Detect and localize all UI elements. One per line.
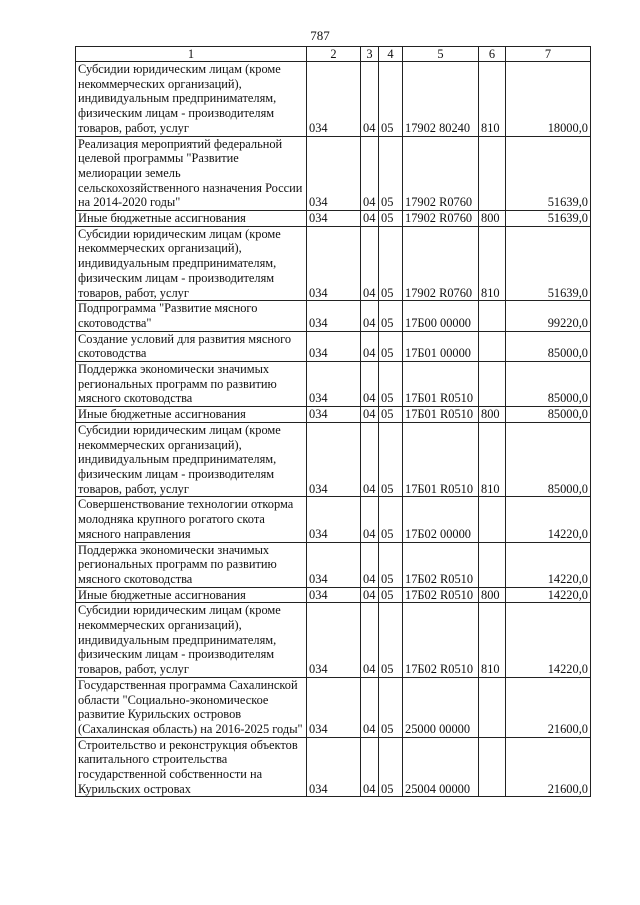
amount: 51639,0 <box>506 211 591 227</box>
table-row <box>76 226 591 301</box>
item-name: Совершенствование технологии откорма молодняка крупного рогатого скота мясного направления <box>76 497 307 542</box>
expense-type-code <box>479 677 506 737</box>
amount: 21600,0 <box>506 677 591 737</box>
target-article-code: 17Б01 R0510 <box>403 407 479 423</box>
target-article-code: 17Б00 00000 <box>403 301 479 331</box>
item-name: Иные бюджетные ассигнования <box>76 407 307 423</box>
table-row <box>76 677 591 737</box>
table-row <box>76 331 591 361</box>
subsection-code: 05 <box>379 226 403 301</box>
item-name: Субсидии юридическим лицам (кроме некоммерческих организаций), индивидуальным предпринимателям, физическим лицам - производителям товаров, работ, услуг <box>76 62 307 137</box>
target-article-code: 25004 00000 <box>403 737 479 797</box>
section-code: 04 <box>361 603 379 678</box>
target-article-code: 17902 R0760 <box>403 211 479 227</box>
subsection-code: 05 <box>379 211 403 227</box>
item-name: Иные бюджетные ассигнования <box>76 587 307 603</box>
item-name: Субсидии юридическим лицам (кроме некоммерческих организаций), индивидуальным предпринимателям, физическим лицам - производителям товаров, работ, услуг <box>76 603 307 678</box>
table-row <box>76 603 591 678</box>
expense-type-code: 810 <box>479 603 506 678</box>
amount: 14220,0 <box>506 497 591 542</box>
item-name: Поддержка экономически значимых региональных программ по развитию мясного скотоводства <box>76 362 307 407</box>
subsection-code: 05 <box>379 422 403 497</box>
column-header: 1 <box>76 47 307 62</box>
section-code: 04 <box>361 362 379 407</box>
target-article-code: 17Б02 R0510 <box>403 603 479 678</box>
ministry-code: 034 <box>307 422 361 497</box>
target-article-code: 17902 R0760 <box>403 226 479 301</box>
page-number: 787 <box>310 28 330 43</box>
section-code: 04 <box>361 62 379 137</box>
column-header: 4 <box>379 47 403 62</box>
item-name: Реализация мероприятий федеральной целевой программы "Развитие мелиорации земель сельскохозяйственного назначения России на 2014-2020 годы" <box>76 136 307 211</box>
subsection-code: 05 <box>379 677 403 737</box>
item-name: Поддержка экономически значимых региональных программ по развитию мясного скотоводства <box>76 542 307 587</box>
ministry-code: 034 <box>307 497 361 542</box>
section-code: 04 <box>361 211 379 227</box>
ministry-code: 034 <box>307 362 361 407</box>
section-code: 04 <box>361 331 379 361</box>
table-row <box>76 62 591 137</box>
section-code: 04 <box>361 422 379 497</box>
ministry-code: 034 <box>307 331 361 361</box>
expense-type-code <box>479 542 506 587</box>
expense-type-code <box>479 362 506 407</box>
expense-type-code: 810 <box>479 62 506 137</box>
table-row <box>76 301 591 331</box>
expense-type-code <box>479 331 506 361</box>
section-code: 04 <box>361 226 379 301</box>
ministry-code: 034 <box>307 603 361 678</box>
target-article-code: 17Б01 R0510 <box>403 362 479 407</box>
subsection-code: 05 <box>379 497 403 542</box>
budget-table <box>75 46 591 797</box>
target-article-code: 17902 R0760 <box>403 136 479 211</box>
subsection-code: 05 <box>379 407 403 423</box>
amount: 85000,0 <box>506 422 591 497</box>
amount: 18000,0 <box>506 62 591 137</box>
amount: 14220,0 <box>506 542 591 587</box>
expense-type-code <box>479 737 506 797</box>
item-name: Подпрограмма "Развитие мясного скотоводства" <box>76 301 307 331</box>
subsection-code: 05 <box>379 62 403 137</box>
amount: 99220,0 <box>506 301 591 331</box>
table-row <box>76 422 591 497</box>
section-code: 04 <box>361 301 379 331</box>
item-name: Государственная программа Сахалинской области "Социально-экономическое развитие Курильских островов (Сахалинская область) на 2016-2025 годы" <box>76 677 307 737</box>
table-row <box>76 362 591 407</box>
target-article-code: 17Б02 R0510 <box>403 587 479 603</box>
item-name: Создание условий для развития мясного скотоводства <box>76 331 307 361</box>
expense-type-code: 810 <box>479 422 506 497</box>
expense-type-code <box>479 497 506 542</box>
subsection-code: 05 <box>379 362 403 407</box>
amount: 51639,0 <box>506 226 591 301</box>
ministry-code: 034 <box>307 587 361 603</box>
subsection-code: 05 <box>379 301 403 331</box>
subsection-code: 05 <box>379 331 403 361</box>
ministry-code: 034 <box>307 301 361 331</box>
item-name: Субсидии юридическим лицам (кроме некоммерческих организаций), индивидуальным предпринимателям, физическим лицам - производителям товаров, работ, услуг <box>76 226 307 301</box>
ministry-code: 034 <box>307 677 361 737</box>
target-article-code: 17Б01 R0510 <box>403 422 479 497</box>
amount: 51639,0 <box>506 136 591 211</box>
ministry-code: 034 <box>307 737 361 797</box>
ministry-code: 034 <box>307 407 361 423</box>
table-row <box>76 136 591 211</box>
amount: 21600,0 <box>506 737 591 797</box>
section-code: 04 <box>361 136 379 211</box>
section-code: 04 <box>361 497 379 542</box>
target-article-code: 25000 00000 <box>403 677 479 737</box>
section-code: 04 <box>361 677 379 737</box>
target-article-code: 17Б01 00000 <box>403 331 479 361</box>
item-name: Строительство и реконструкция объектов капитального строительства государственной собственности на Курильских островах <box>76 737 307 797</box>
target-article-code: 17Б02 00000 <box>403 497 479 542</box>
section-code: 04 <box>361 737 379 797</box>
subsection-code: 05 <box>379 737 403 797</box>
column-header: 7 <box>506 47 591 62</box>
table-row <box>76 737 591 797</box>
expense-type-code: 800 <box>479 587 506 603</box>
amount: 14220,0 <box>506 603 591 678</box>
table-row <box>76 587 591 603</box>
item-name: Иные бюджетные ассигнования <box>76 211 307 227</box>
ministry-code: 034 <box>307 542 361 587</box>
target-article-code: 17Б02 R0510 <box>403 542 479 587</box>
subsection-code: 05 <box>379 542 403 587</box>
column-header: 3 <box>361 47 379 62</box>
section-code: 04 <box>361 407 379 423</box>
target-article-code: 17902 80240 <box>403 62 479 137</box>
amount: 85000,0 <box>506 407 591 423</box>
amount: 14220,0 <box>506 587 591 603</box>
column-header: 6 <box>479 47 506 62</box>
item-name: Субсидии юридическим лицам (кроме некоммерческих организаций), индивидуальным предпринимателям, физическим лицам - производителям товаров, работ, услуг <box>76 422 307 497</box>
ministry-code: 034 <box>307 226 361 301</box>
section-code: 04 <box>361 542 379 587</box>
expense-type-code: 800 <box>479 407 506 423</box>
section-code: 04 <box>361 587 379 603</box>
table-row <box>76 211 591 227</box>
expense-type-code <box>479 136 506 211</box>
ministry-code: 034 <box>307 136 361 211</box>
expense-type-code: 800 <box>479 211 506 227</box>
column-header: 5 <box>403 47 479 62</box>
ministry-code: 034 <box>307 62 361 137</box>
subsection-code: 05 <box>379 587 403 603</box>
amount: 85000,0 <box>506 331 591 361</box>
subsection-code: 05 <box>379 603 403 678</box>
ministry-code: 034 <box>307 211 361 227</box>
column-header: 2 <box>307 47 361 62</box>
amount: 85000,0 <box>506 362 591 407</box>
table-row <box>76 407 591 423</box>
table-header-row <box>76 47 591 62</box>
expense-type-code <box>479 301 506 331</box>
table-row <box>76 542 591 587</box>
subsection-code: 05 <box>379 136 403 211</box>
expense-type-code: 810 <box>479 226 506 301</box>
table-row <box>76 497 591 542</box>
